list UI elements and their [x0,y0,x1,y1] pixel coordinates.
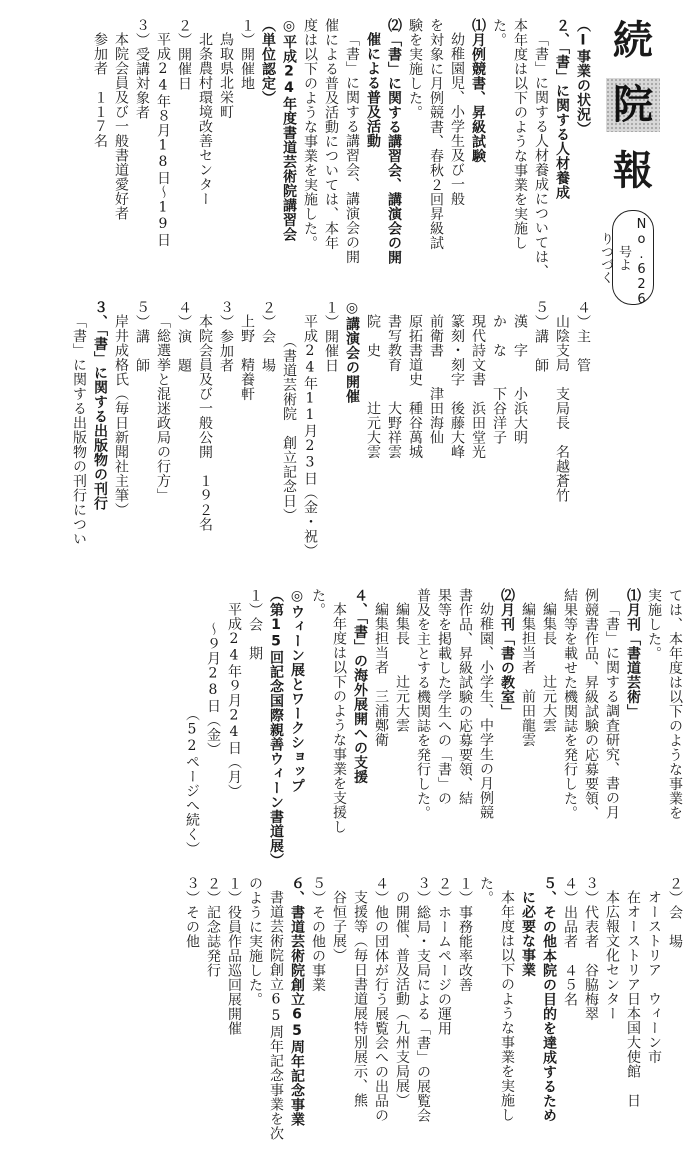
heading: ◎平成24年度書道芸術院講習会 [281,18,297,242]
text-line: 書道芸術院創立65周年記念事業を次 [268,890,284,1141]
text-line: 本年度は以下のような事業を支援し [331,602,347,834]
text-line: ４）演 題 [176,300,192,373]
text-line: 北条農村環境改善センター [197,32,213,206]
text-line: ～９月28日（金） [205,622,221,757]
text-line: のように実施した。 [247,876,263,1007]
text-line: ２）会 場 [667,876,683,949]
heading: ⑴月例競書、昇級試験 [470,18,486,163]
text-line: 本院会員及び一般公開 １９２名 [197,314,213,532]
text-line: 前衛書 津田海仙 [428,314,444,445]
text-line: ２）会 場 [260,300,276,373]
heading: ６、書道芸術院創立65周年記念事業 [289,876,305,1127]
text-line: 書作品、昇級試験の応募要領、結 [457,588,473,806]
heading: ◎ウィーン展とワークショップ [289,588,305,793]
heading: （単位認定） [260,18,276,105]
text-line: ５）講 師 [134,300,150,373]
text-line: ３）参加者 [218,300,234,373]
section-1 [89,18,593,286]
text-line: 編集担当者 前田龍雲 [520,602,536,747]
text-line: 在オーストリア日本国大使館 日 [625,890,641,1108]
text-line: 編集担当者 三浦鄭衛 [373,602,389,747]
text-line: ２）開催日 [176,18,192,91]
text-line: 幼稚園児、小学生及び一般 [449,32,465,206]
heading: （第15回記念国際親善ウィーン書道展） [268,588,284,868]
heading: ４、「書」の海外展開への支援 [352,588,368,784]
text-line: 平成24年９月24日（月） [226,602,242,799]
text-line: ２）記念誌発行 [205,876,221,978]
text-line: １）開催地 [239,18,255,91]
text-line: １）事務能率改善 [457,876,473,992]
text-line: ３）受講対象者 [134,18,150,120]
text-line: 度は以下のような事業を実施した。 [302,18,318,250]
text-line: 「書」に関する出版物の刊行につい [71,314,87,546]
text-line: 鳥取県北栄町 [218,32,234,119]
text-line: １）会 期 [247,588,263,661]
text-line: た。 [478,876,494,905]
heading: ⑵「書」に関する講習会、講演会の開 [386,18,402,265]
text-line: 篆刻・刻字 後藤大峰 [449,314,465,459]
heading: ３、「書」に関する出版物の刊行 [92,300,108,511]
text-line: （書道芸術院 創立記念日） [281,334,297,523]
text-line: 例競書作品、昇級試験の応募要領、 [583,588,599,820]
text-line: 原拓書道史 種谷萬城 [407,314,423,459]
text-line: 結果等を載せた機関誌を発行した。 [562,588,578,820]
text-line: 岸井成格氏（毎日新聞社主筆） [113,314,129,517]
text-line: 普及を主とする機関誌を発行した。 [415,588,431,820]
text-line: 験を実施した。 [407,18,423,120]
title-char-zoku: 続 [613,17,653,64]
text-line: ４）主 管 [575,300,591,373]
text-line: １）役員作品巡回展開催 [226,876,242,1036]
text-line: ては、本年度は以下のような事業を [667,588,683,820]
text-line: 院 史 辻元大雲 [365,314,381,459]
text-line: 谷恒子展） [331,890,347,963]
text-line: 本年度は以下のような事業を実施し [512,18,528,250]
text-line: ４）他の団体が行う展覧会への出品の [373,876,389,1123]
title-char-hou: 報 [613,147,653,194]
text-line: 果等を掲載した学生への「書」の [436,588,452,806]
text-line: ５）講 師 [533,300,549,373]
text-line: ４）出品者 ４５名 [562,876,578,1007]
text-line: 平成24年11月23日（金・祝） [302,314,318,558]
text-line: 「書」に関する講習会、講演会の開 [344,32,360,264]
heading: ５、その他本院の目的を達成するため [541,876,557,1123]
heading: ２、「書」に関する人材養成 [554,18,570,200]
title-subtitle [598,210,654,307]
text-line: 幼稚園、小学生、中学生の月例競 [478,602,494,820]
continued-note: （52ページへ続く） [184,707,200,856]
heading: （Ⅰ事業の状況） [575,18,591,136]
text-line: を対象に月例競書、春秋２回昇級試 [428,18,444,250]
heading: ⑵月刊「書の教室」 [499,588,515,719]
text-line: た。 [310,588,326,617]
text-line: 山陰支局 支局長 名越蒼竹 [554,314,570,503]
text-line: 参加者 １１７名 [92,32,108,148]
text-line: 平成24年８月18日～19日 [155,32,171,247]
text-line: 催による普及活動については、本年 [323,18,339,250]
text-line: 書写教育 大野祥雲 [386,314,402,459]
text-line: た。 [491,18,507,47]
section-3 [181,588,685,868]
text-line: 編集長 辻元大雲 [394,602,410,733]
heading: ⑴月刊「書道芸術」 [625,588,641,719]
text-line: 支援等（毎日書道展特別展示、熊 [352,890,368,1108]
text-line: 本院会員及び一般書道愛好者 [113,32,129,221]
subtitle-line-2: りつづく [598,231,613,284]
text-line: ２）ホームページの運用 [436,876,452,1036]
section-2 [73,300,593,568]
heading: に必要な事業 [520,890,536,977]
text-line: ３）代表者 谷脇梅翠 [583,876,599,1021]
section-4 [181,876,685,1148]
text-line: 編集長 辻元大雲 [541,602,557,733]
text-line: １）開催日 [323,300,339,373]
text-line: 現代詩文書 浜田堂光 [470,314,486,459]
text-line: 本広報文化センター [604,890,620,1021]
heading: ◎講演会の開催 [344,300,360,404]
text-line: 実施した。 [646,588,662,661]
text-line: ３）総局・支局による「書」の展覧会 [415,876,431,1123]
title-area [598,14,668,314]
text-line: か な 下谷洋子 [491,314,507,445]
subtitle-line-1: No.626号よ [616,217,649,307]
text-line: ５）その他の事業 [310,876,326,992]
text-line: オーストリア ウィーン市 [646,890,662,1064]
text-line: 「書」に関する人材養成については、 [533,32,549,279]
text-line: ３）その他 [184,876,200,949]
title-char-in: 院 [606,78,660,132]
text-line: 「総選挙と混迷政局の行方」 [155,314,171,503]
text-line: 漢 字 小浜大明 [512,314,528,445]
text-line: 「書」に関する調査研究、書の月 [604,602,620,820]
text-line: 上野 精養軒 [239,314,255,401]
text-line: 本年度は以下のような事業を実施し [499,890,515,1122]
text-line: の開催、普及活動（九州支局展） [394,890,410,1108]
heading: 催による普及活動 [365,32,381,148]
